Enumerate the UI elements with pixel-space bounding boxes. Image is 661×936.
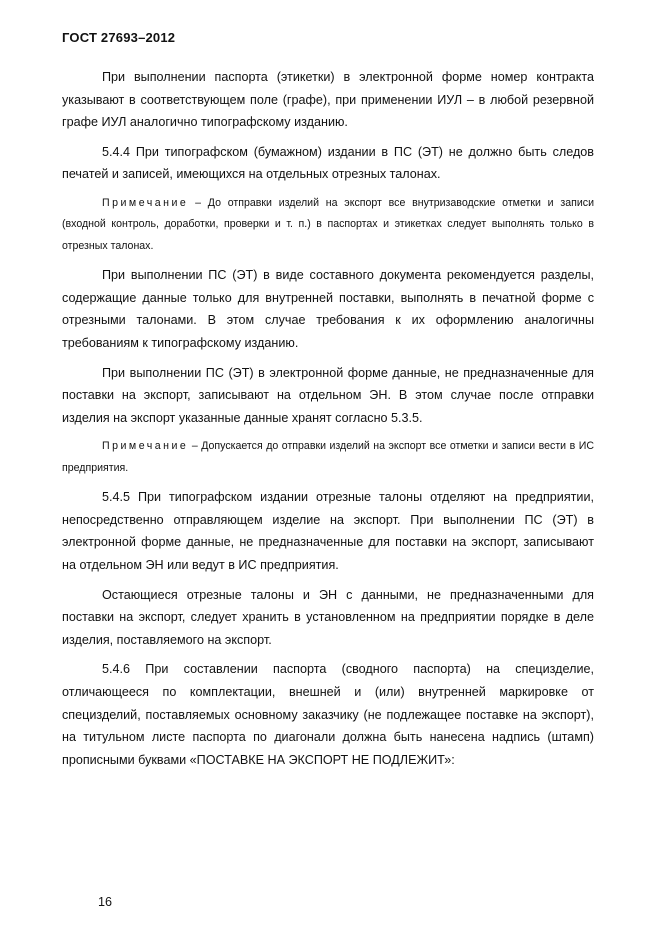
paragraph-composite-document: При выполнении ПС (ЭТ) в виде составного документа рекомендуется разделы, содержащие данные только для внутренней поставки, выполнять в печатной форме с отрезными талонами. В этом случае требования к их оформлению аналогичны требованиям к типографскому изданию. — [62, 268, 594, 350]
paragraph-remaining-coupons: Остающиеся отрезные талоны и ЭН с данными, не предназначенными для поставки на экспорт, следует хранить в установленном на предприятии порядке в деле изделия, поставляемого на экспорт. — [62, 587, 594, 647]
note-label: Примечание — [102, 440, 189, 453]
page-number: 16 — [98, 895, 113, 909]
note-2-text: – Допускается до отправки изделий на экспорт все отметки и записи вести в ИС предприятия. — [62, 440, 594, 474]
paragraph-5-4-4: 5.4.4 При типографском (бумажном) издании в ПС (ЭТ) не должно быть следов печатей и записей, имеющихся на отдельных отрезных талонах. — [62, 144, 594, 182]
paragraph-electronic-form: При выполнении ПС (ЭТ) в электронной форме данные, не предназначенные для поставки на экспорт, записывают на отдельном ЭН. В этом случае после отправки изделия на экспорт указанные данные хранят согласно 5.3.5. — [62, 365, 594, 425]
note-1-text: – До отправки изделий на экспорт все внутризаводские отметки и записи (входной контроль, доработки, проверки и т. п.) в паспортах и этикетках следует выполнять только в отрезных талонах. — [62, 196, 594, 252]
note-1 — [62, 193, 594, 257]
paragraph-1: При выполнении паспорта (этикетки) в электронной форме номер контракта указывают в соответствующем поле (графе), при применении ИУЛ – в любой резервной графе ИУЛ аналогично типографскому изданию. — [62, 70, 594, 130]
document-body — [62, 66, 594, 771]
note-label: Примечание — [102, 196, 189, 209]
document-header: ГОСТ 27693–2012 — [62, 30, 176, 45]
paragraph-5-4-6: 5.4.6 При составлении паспорта (сводного паспорта) на специзделие, отличающееся по комплектации, внешней и (или) внутренней маркировке от специзделий, поставляемых основному заказчику (не подлежащее поставке на экспорт), на титульном листе паспорта по диагонали должна быть нанесена надпись (штамп) прописными буквами «ПОСТАВКЕ НА ЭКСПОРТ НЕ ПОДЛЕЖИТ»: — [62, 662, 594, 767]
paragraph-5-4-5: 5.4.5 При типографском издании отрезные талоны отделяют на предприятии, непосредственно отправляющем изделие на экспорт. При выполнении ПС (ЭТ) в электронной форме данные, не предназначенные для поставки на экспорт, записывают на отдельном ЭН или ведут в ИС предприятия. — [62, 490, 594, 572]
note-2 — [62, 436, 594, 479]
